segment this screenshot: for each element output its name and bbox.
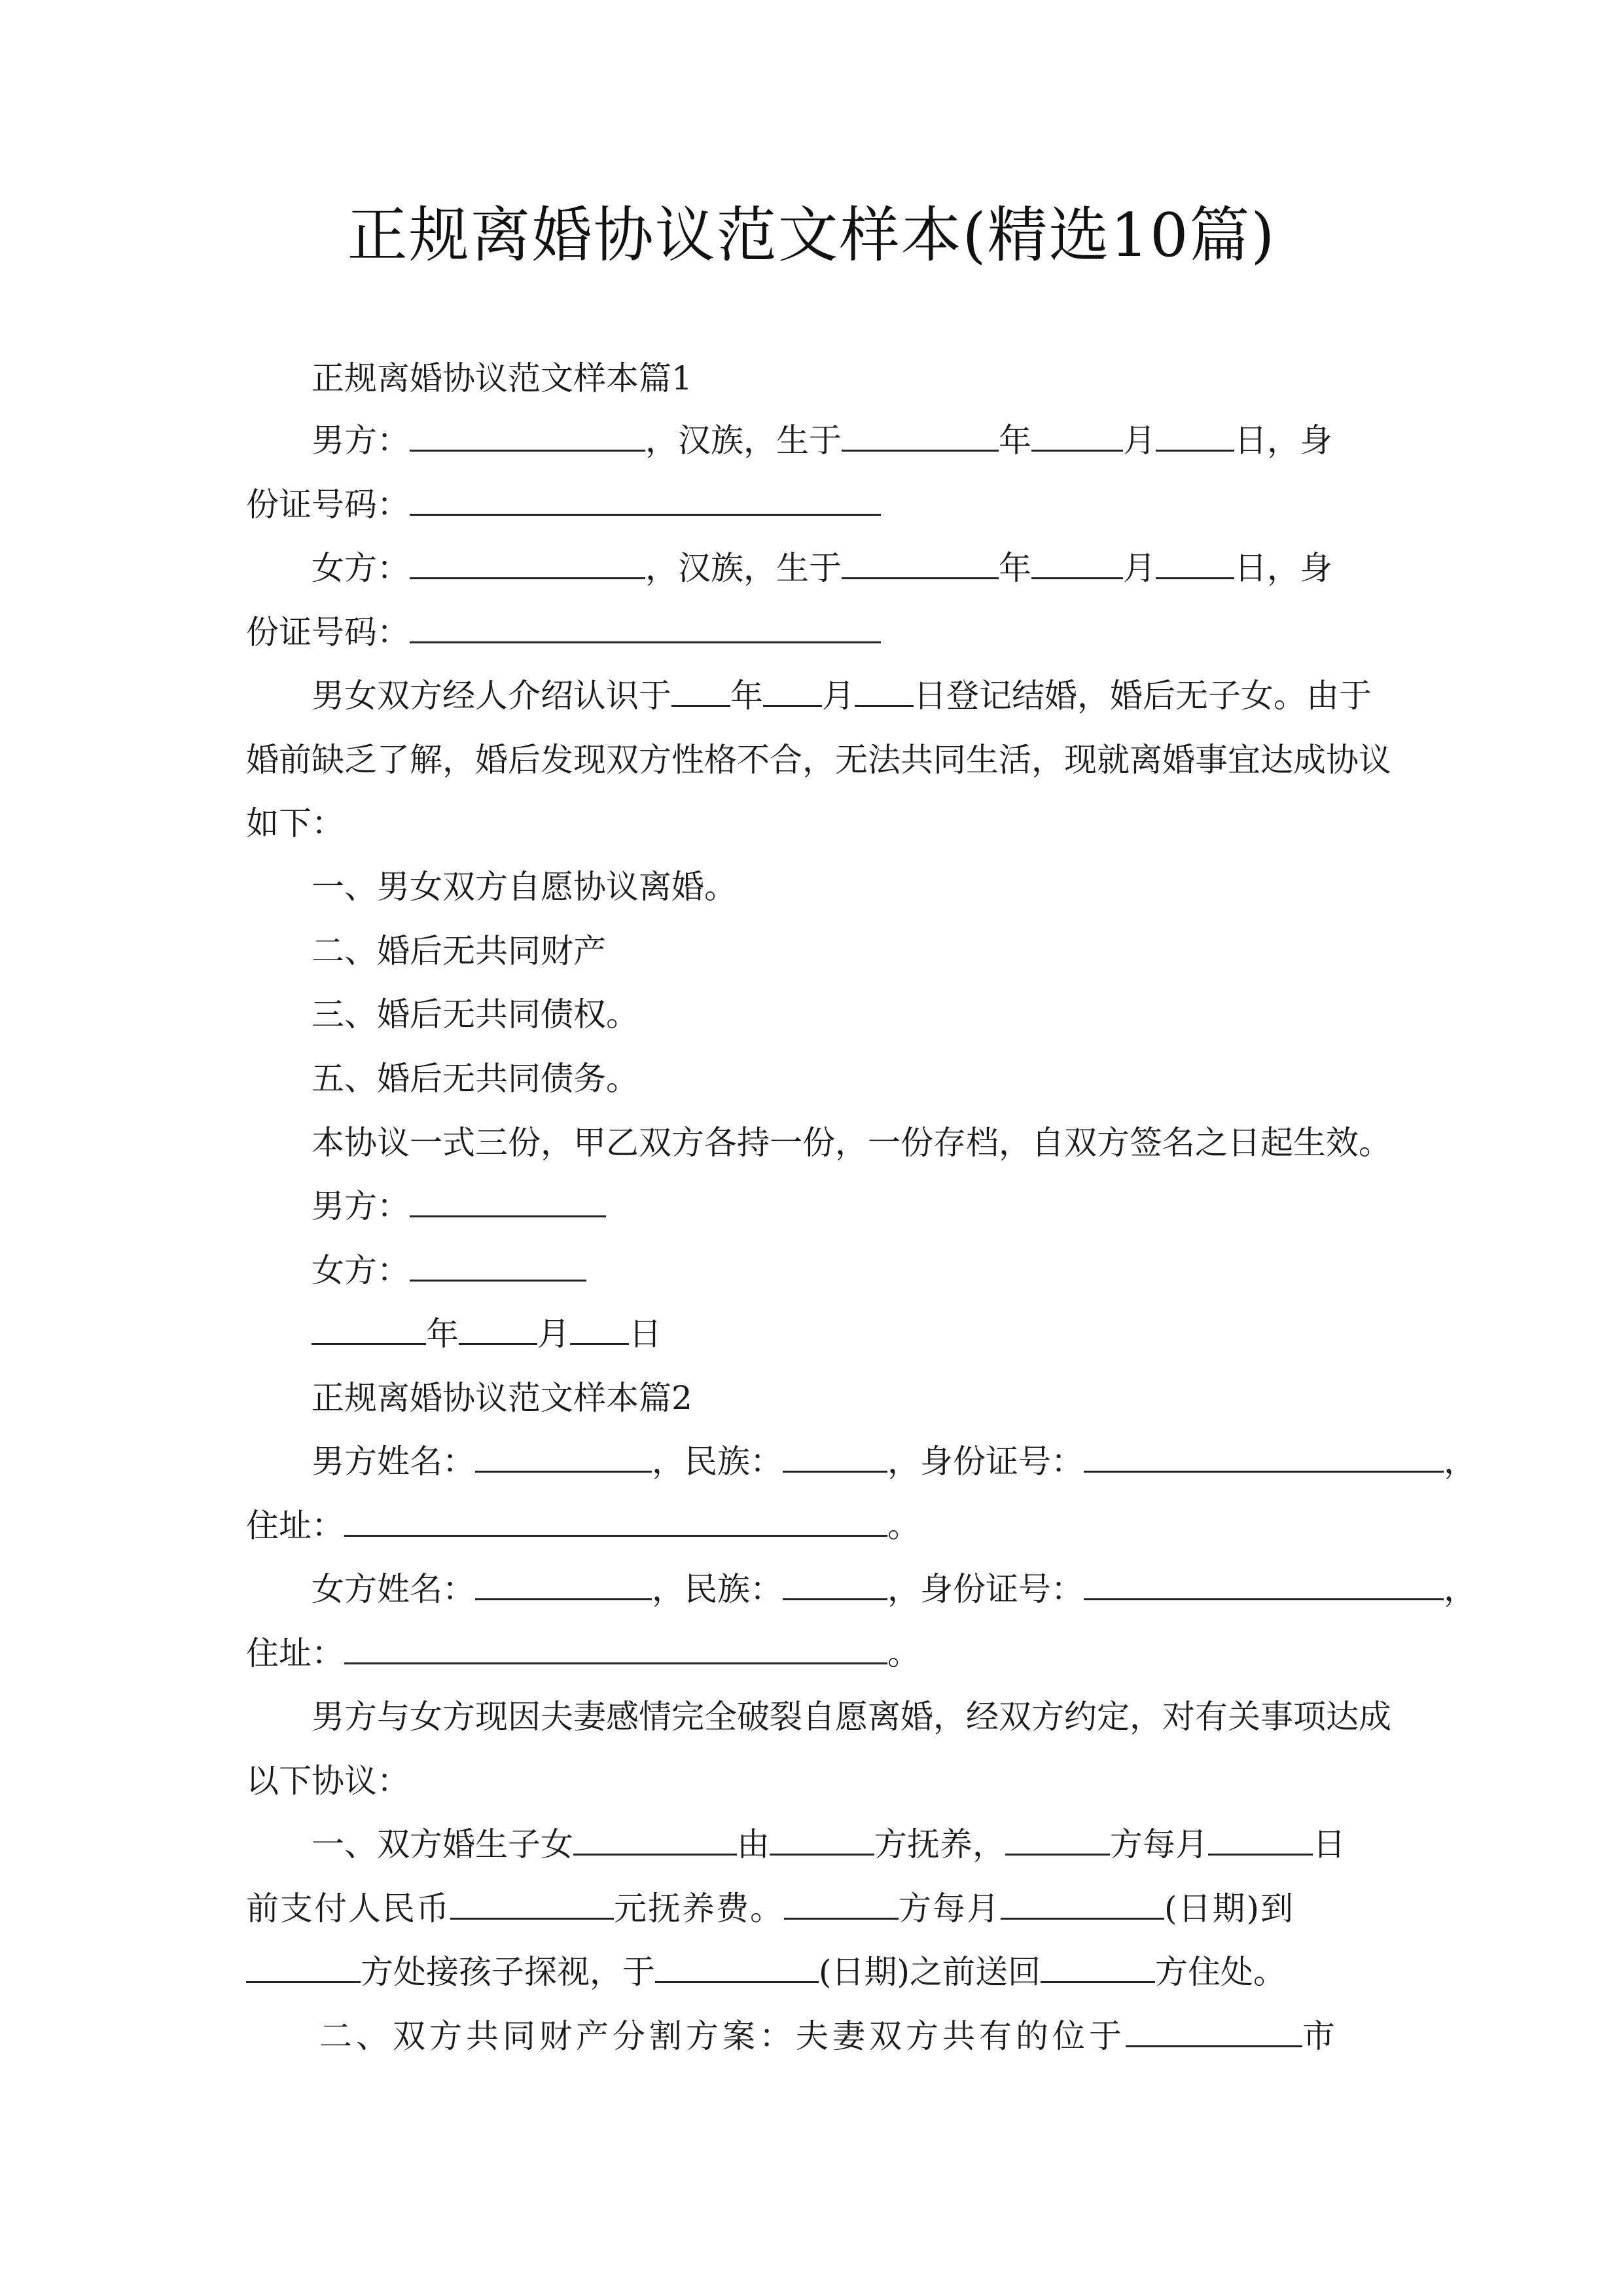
- intro-line-1: [312, 674, 1372, 717]
- label: 份证号码：: [246, 486, 410, 524]
- text: 年: [730, 677, 763, 715]
- text: 方每月: [1110, 1825, 1208, 1863]
- address-blank: [344, 1506, 887, 1537]
- id-blank: [410, 613, 881, 643]
- label: 住址：: [246, 1634, 344, 1672]
- text: 日登记结婚，婚后无子女。由于: [914, 677, 1372, 715]
- child-blank: [573, 1825, 737, 1856]
- text: 方住处。: [1155, 1953, 1287, 1991]
- month-blank: [1031, 548, 1123, 579]
- label: 日，身: [1234, 422, 1332, 459]
- party-blank: [1041, 1952, 1155, 1983]
- label: 月: [1123, 422, 1156, 459]
- label: ，: [1444, 1570, 1476, 1608]
- year-blank: [312, 1314, 426, 1345]
- year-blank: [842, 421, 999, 452]
- ethnic-blank: [783, 1442, 887, 1473]
- text: 元抚养费。: [614, 1890, 784, 1928]
- male-id-line: [246, 483, 881, 526]
- day-blank: [1208, 1825, 1313, 1856]
- intro-line-1: 男方与女方现因夫妻感情完全破裂自愿离婚，经双方约定，对有关事项达成: [312, 1698, 1391, 1736]
- label: 男方：: [312, 422, 410, 459]
- day-blank: [570, 1314, 629, 1345]
- label: 。: [887, 1507, 920, 1545]
- section-heading: 正规离婚协议范文样本篇2: [312, 1379, 692, 1417]
- female-id-line: [246, 611, 881, 654]
- male-signature-line: [312, 1185, 606, 1228]
- label: 份证号码：: [246, 613, 410, 651]
- clause-item: 一、男女双方自愿协议离婚。: [312, 868, 737, 906]
- intro-line-3: 如下：: [246, 804, 344, 842]
- name-blank: [410, 548, 645, 579]
- label: ，汉族，生于: [645, 422, 842, 459]
- label: 日: [629, 1315, 662, 1353]
- month-blank: [763, 676, 822, 707]
- id-blank: [1084, 1442, 1444, 1473]
- closing-text: 本协议一式三份，甲乙双方各持一份，一份存档，自双方签名之日起生效。: [312, 1124, 1391, 1162]
- text: 男女双方经人介绍认识于: [312, 677, 671, 715]
- label: 住址：: [246, 1507, 344, 1545]
- name-blank: [475, 1570, 652, 1600]
- month-blank: [1031, 421, 1123, 452]
- intro-line-2: 婚前缺乏了解，婚后发现双方性格不合，无法共同生活，现就离婚事宜达成协议: [246, 741, 1391, 779]
- label: ，身份证号：: [887, 1443, 1084, 1480]
- party-blank: [246, 1952, 361, 1983]
- label: 女方：: [312, 549, 410, 587]
- clause-1-line-3: [246, 1950, 1286, 1994]
- text: (日期)到: [1164, 1890, 1295, 1928]
- address-blank: [344, 1634, 887, 1664]
- label: 女方：: [312, 1251, 410, 1289]
- label: 女方姓名：: [312, 1570, 475, 1608]
- id-blank: [1084, 1570, 1444, 1600]
- text: 方每月: [899, 1890, 1001, 1928]
- city-blank: [1126, 2017, 1302, 2047]
- ethnic-blank: [783, 1570, 887, 1600]
- clause-item: 五、婚后无共同债务。: [312, 1060, 639, 1098]
- date-blank: [1001, 1889, 1164, 1920]
- year-blank: [671, 676, 730, 707]
- label: ，民族：: [652, 1570, 783, 1608]
- party-blank: [784, 1889, 899, 1920]
- section-heading: 正规离婚协议范文样本篇1: [312, 359, 692, 397]
- female-info-line: [312, 547, 1332, 590]
- signature-blank: [410, 1251, 586, 1282]
- label: 。: [887, 1634, 920, 1672]
- day-blank: [1156, 548, 1234, 579]
- text: 月: [822, 677, 855, 715]
- text: 由: [737, 1825, 770, 1863]
- month-blank: [459, 1314, 537, 1345]
- label: 男方姓名：: [312, 1443, 475, 1480]
- date-blank: [655, 1952, 819, 1983]
- label: 日，身: [1234, 549, 1332, 587]
- day-blank: [855, 676, 914, 707]
- label: ，汉族，生于: [645, 549, 842, 587]
- clause-item: 三、婚后无共同债权。: [312, 996, 639, 1033]
- id-blank: [410, 485, 881, 516]
- male-address-line: [246, 1504, 920, 1547]
- clause-1-line-2: [246, 1887, 1294, 1930]
- female-address-line: [246, 1632, 920, 1675]
- text: 二、双方共同财产分割方案：夫妻双方共有的位于: [319, 2017, 1126, 2055]
- label: 年: [426, 1315, 459, 1353]
- label: 月: [1123, 549, 1156, 587]
- label: 年: [999, 549, 1031, 587]
- day-blank: [1156, 421, 1234, 452]
- label: 年: [999, 422, 1031, 459]
- amount-blank: [450, 1889, 614, 1920]
- clause-2-line-1: [319, 2015, 1339, 2058]
- text: 市: [1302, 2017, 1339, 2055]
- date-line: [312, 1312, 662, 1355]
- label: 男方：: [312, 1187, 410, 1225]
- male-info-line: [312, 419, 1332, 462]
- signature-blank: [410, 1187, 606, 1217]
- female-info-line: [312, 1568, 1476, 1611]
- text: 日: [1313, 1825, 1346, 1863]
- name-blank: [475, 1442, 652, 1473]
- party-blank: [1005, 1825, 1110, 1856]
- text: 前支付人民币: [246, 1890, 450, 1928]
- label: 月: [537, 1315, 570, 1353]
- label: ，民族：: [652, 1443, 783, 1480]
- name-blank: [410, 421, 645, 452]
- text: 一、双方婚生子女: [312, 1825, 573, 1863]
- party-blank: [770, 1825, 874, 1856]
- document-title: 正规离婚协议范文样本(精选10篇): [347, 200, 1276, 270]
- text: 方抚养，: [874, 1825, 1005, 1863]
- text: (日期)之前送回: [819, 1953, 1041, 1991]
- label: ，: [1444, 1443, 1476, 1480]
- clause-1-line-1: [312, 1823, 1346, 1866]
- label: ，身份证号：: [887, 1570, 1084, 1608]
- intro-line-2: 以下协议：: [246, 1762, 410, 1800]
- female-signature-line: [312, 1249, 586, 1292]
- clause-item: 二、婚后无共同财产: [312, 932, 606, 970]
- text: 方处接孩子探视，于: [361, 1953, 655, 1991]
- year-blank: [842, 548, 999, 579]
- male-info-line: [312, 1440, 1476, 1483]
